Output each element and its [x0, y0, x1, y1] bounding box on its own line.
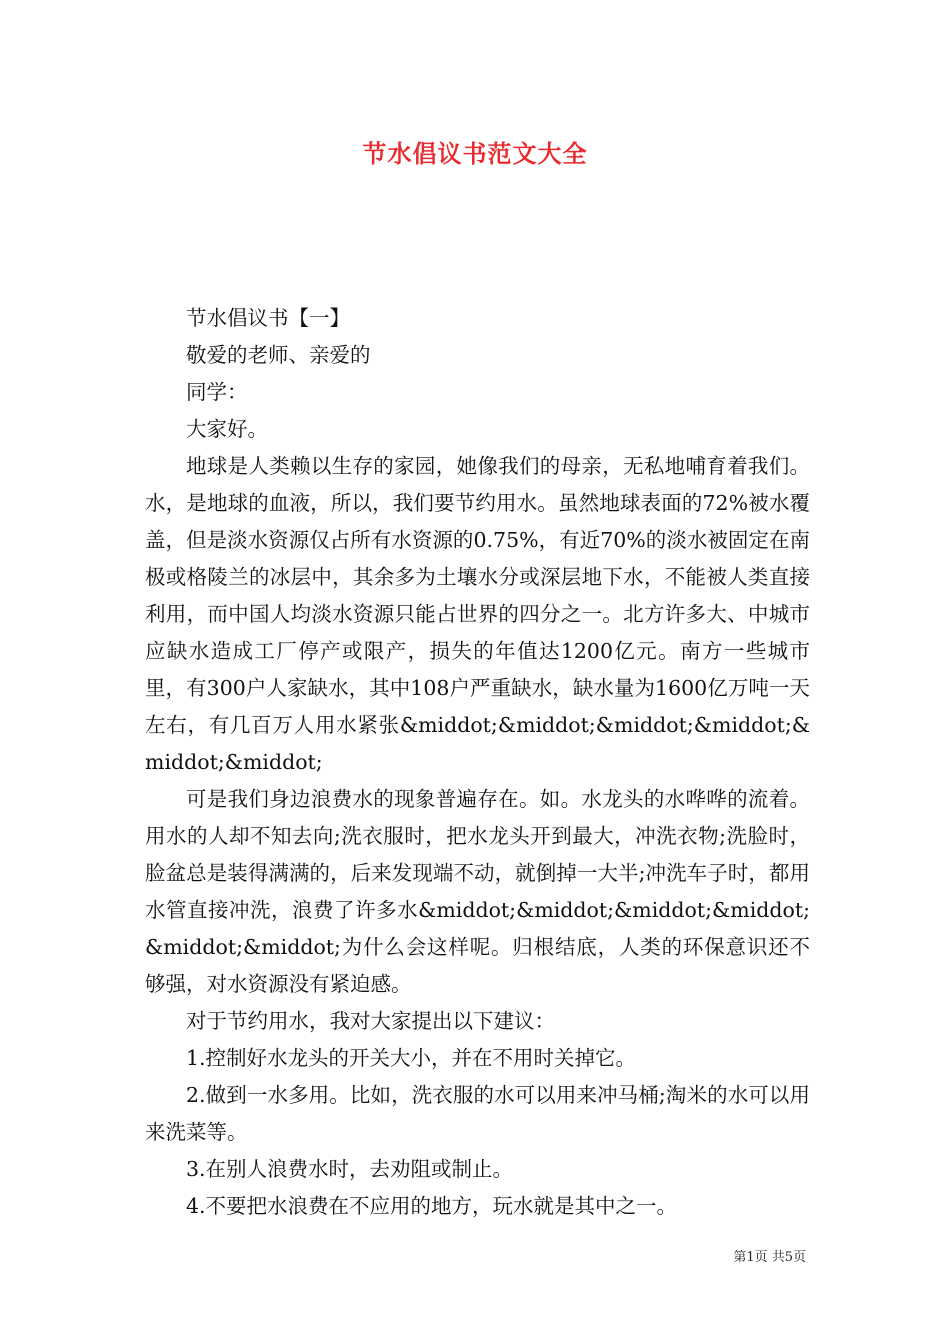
list-item: 2.做到一水多用。比如，洗衣服的水可以用来冲马桶;淘米的水可以用来洗菜等。: [145, 1083, 810, 1144]
paragraph-body: 可是我们身边浪费水的现象普遍存在。如。水龙头的水哗哗的流着。用水的人却不知去向;洗衣服时，把水龙头开到最大，冲洗衣物;洗脸时，脸盆总是装得满满的，后来发现端不动，就倒掉一大半;冲洗车子时，都用水管直接冲洗，浪费了许多水&middot;&middot;&middot;&middot;&middot;&middot;为什么会这样呢。归根结底，人类的环保意识还不够强，对水资源没有紧迫感。: [145, 787, 810, 996]
paragraph-body: 地球是人类赖以生存的家园，她像我们的母亲，无私地哺育着我们。水，是地球的血液，所以，我们要节约用水。虽然地球表面的72%被水覆盖，但是淡水资源仅占所有水资源的0.75%，有近70%的淡水被固定在南极或格陵兰的冰层中，其余多为土壤水分或深层地下水，不能被人类直接利用，而中国人均淡水资源只能占世界的四分之一。北方许多大、中城市应缺水造成工厂停产或限产，损失的年值达1200亿元。南方一些城市里，有300户人家缺水，其中108户严重缺水，缺水量为1600亿万吨一天左右，有几百万人用水紧张&middot;&middot;&middot;&middot;&middot;&middot;: [145, 454, 810, 774]
document-body: [145, 300, 810, 1225]
list-item: 3.在别人浪费水时，去劝阻或制止。: [186, 1157, 514, 1181]
paragraph-body: 对于节约用水，我对大家提出以下建议：: [186, 1009, 555, 1033]
paragraph-salutation-2: 同学：: [186, 380, 248, 404]
page-title: 节水倡议书范文大全: [362, 139, 588, 168]
list-item: 1.控制好水龙头的开关大小，并在不用时关掉它。: [186, 1046, 637, 1070]
paragraph-greeting: 大家好。: [186, 417, 268, 441]
page-number: 第1页 共5页: [733, 1250, 806, 1265]
list-item: 4.不要把水浪费在不应用的地方，玩水就是其中之一。: [186, 1194, 678, 1218]
paragraph-heading: 节水倡议书【一】: [186, 306, 350, 330]
paragraph-salutation: 敬爱的老师、亲爱的: [186, 343, 371, 367]
